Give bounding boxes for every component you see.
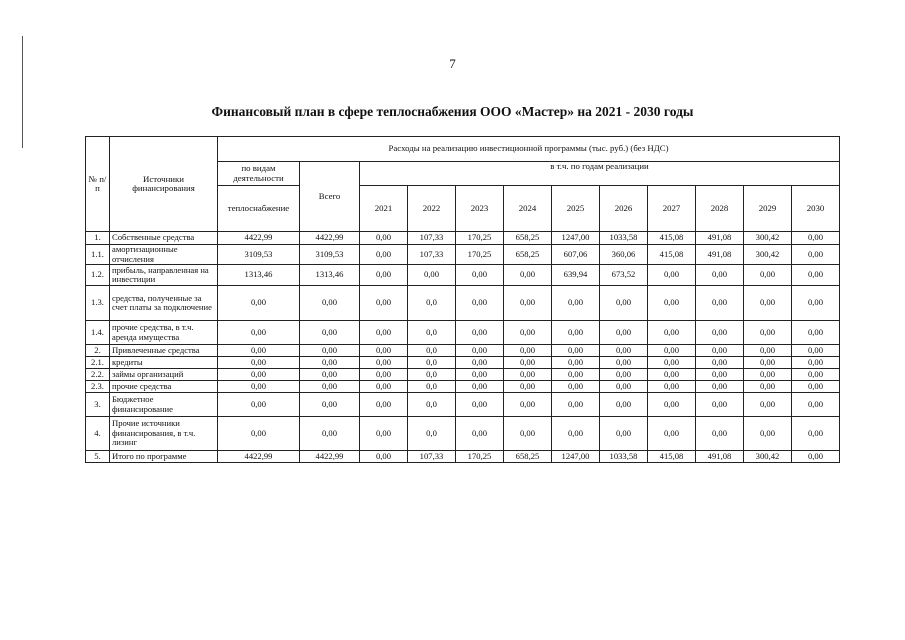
row-year-value: 0,00 xyxy=(792,232,840,245)
table-row xyxy=(86,286,840,321)
row-year-value: 0,00 xyxy=(792,345,840,357)
row-year-value: 0,00 xyxy=(744,417,792,451)
row-year-value: 0,00 xyxy=(648,393,696,417)
row-number: 4. xyxy=(86,417,110,451)
row-total: 1313,46 xyxy=(300,265,360,286)
row-year-value: 415,08 xyxy=(648,245,696,265)
row-total: 0,00 xyxy=(300,369,360,381)
row-year-value: 607,06 xyxy=(552,245,600,265)
row-year-value: 107,33 xyxy=(408,232,456,245)
row-year-value: 0,00 xyxy=(504,286,552,321)
header-num: № п/п xyxy=(86,137,110,232)
row-year-value: 300,42 xyxy=(744,232,792,245)
row-year-value: 0,00 xyxy=(360,286,408,321)
row-number: 1.4. xyxy=(86,321,110,345)
row-year-value: 673,52 xyxy=(600,265,648,286)
row-year-value: 0,00 xyxy=(552,321,600,345)
row-year-value: 0,00 xyxy=(360,245,408,265)
row-year-value: 0,0 xyxy=(408,393,456,417)
row-year-value: 658,25 xyxy=(504,245,552,265)
row-year-value: 0,00 xyxy=(792,381,840,393)
row-year-value: 0,00 xyxy=(456,265,504,286)
row-year-value: 0,00 xyxy=(792,393,840,417)
table-row xyxy=(86,345,840,357)
row-year-value: 0,00 xyxy=(504,369,552,381)
row-total: 0,00 xyxy=(300,381,360,393)
row-year-value: 0,00 xyxy=(456,369,504,381)
row-year-value: 0,00 xyxy=(648,286,696,321)
row-total: 0,00 xyxy=(300,417,360,451)
header-year: 2022 xyxy=(408,186,456,232)
row-year-value: 0,00 xyxy=(648,321,696,345)
table-row xyxy=(86,321,840,345)
row-year-value: 107,33 xyxy=(408,245,456,265)
row-year-value: 0,00 xyxy=(552,393,600,417)
table-row xyxy=(86,417,840,451)
row-year-value: 0,00 xyxy=(792,369,840,381)
row-year-value: 0,00 xyxy=(456,381,504,393)
row-heat-supply: 0,00 xyxy=(218,417,300,451)
table-row xyxy=(86,369,840,381)
row-year-value: 360,06 xyxy=(600,245,648,265)
table-row xyxy=(86,393,840,417)
row-source: прочие средства, в т.ч. аренда имущества xyxy=(110,321,218,345)
row-year-value: 0,00 xyxy=(792,265,840,286)
row-year-value: 0,00 xyxy=(504,417,552,451)
row-year-value: 491,08 xyxy=(696,232,744,245)
row-year-value: 639,94 xyxy=(552,265,600,286)
row-total: 4422,99 xyxy=(300,232,360,245)
row-year-value: 1247,00 xyxy=(552,232,600,245)
row-year-value: 0,00 xyxy=(696,321,744,345)
table-row xyxy=(86,232,840,245)
row-year-value: 0,00 xyxy=(792,321,840,345)
row-year-value: 0,00 xyxy=(600,286,648,321)
row-year-value: 0,00 xyxy=(792,417,840,451)
row-year-value: 0,00 xyxy=(744,321,792,345)
row-year-value: 0,00 xyxy=(552,417,600,451)
row-heat-supply: 0,00 xyxy=(218,369,300,381)
row-year-value: 415,08 xyxy=(648,232,696,245)
header-year: 2023 xyxy=(456,186,504,232)
row-year-value: 0,00 xyxy=(696,286,744,321)
row-total: 0,00 xyxy=(300,345,360,357)
row-total: 0,00 xyxy=(300,393,360,417)
row-year-value: 0,0 xyxy=(408,357,456,369)
row-year-value: 0,00 xyxy=(456,357,504,369)
row-year-value: 0,00 xyxy=(744,265,792,286)
row-source: амортизационные отчисления xyxy=(110,245,218,265)
row-year-value: 0,00 xyxy=(360,265,408,286)
row-year-value: 0,00 xyxy=(744,357,792,369)
table-row xyxy=(86,245,840,265)
header-source: Источники финансирования xyxy=(110,137,218,232)
row-year-value: 0,00 xyxy=(696,357,744,369)
row-number: 1.2. xyxy=(86,265,110,286)
row-year-value: 0,00 xyxy=(648,369,696,381)
row-year-value: 0,00 xyxy=(552,357,600,369)
row-source: Собственные средства xyxy=(110,232,218,245)
row-year-value: 0,00 xyxy=(360,232,408,245)
row-year-value: 0,00 xyxy=(504,393,552,417)
row-year-value: 107,33 xyxy=(408,451,456,463)
row-year-value: 0,00 xyxy=(504,321,552,345)
row-year-value: 0,00 xyxy=(744,345,792,357)
row-heat-supply: 0,00 xyxy=(218,286,300,321)
row-heat-supply: 1313,46 xyxy=(218,265,300,286)
row-total: 4422,99 xyxy=(300,451,360,463)
row-year-value: 0,00 xyxy=(600,321,648,345)
row-year-value: 0,00 xyxy=(648,417,696,451)
row-year-value: 0,00 xyxy=(360,381,408,393)
row-source: прочие средства xyxy=(110,381,218,393)
header-year: 2025 xyxy=(552,186,600,232)
row-source: средства, полученные за счет платы за подключение xyxy=(110,286,218,321)
row-year-value: 0,00 xyxy=(552,369,600,381)
row-year-value: 0,00 xyxy=(360,321,408,345)
row-year-value: 0,00 xyxy=(696,345,744,357)
row-year-value: 658,25 xyxy=(504,451,552,463)
header-year: 2030 xyxy=(792,186,840,232)
row-year-value: 0,00 xyxy=(792,245,840,265)
row-year-value: 0,0 xyxy=(408,417,456,451)
header-year: 2021 xyxy=(360,186,408,232)
table-row xyxy=(86,357,840,369)
row-year-value: 0,00 xyxy=(360,393,408,417)
row-heat-supply: 0,00 xyxy=(218,393,300,417)
row-year-value: 0,00 xyxy=(504,345,552,357)
row-source: Привлеченные средства xyxy=(110,345,218,357)
row-year-value: 0,00 xyxy=(744,369,792,381)
row-total: 0,00 xyxy=(300,357,360,369)
row-heat-supply: 0,00 xyxy=(218,321,300,345)
table-row xyxy=(86,265,840,286)
row-year-value: 0,00 xyxy=(600,345,648,357)
row-heat-supply: 0,00 xyxy=(218,357,300,369)
row-year-value: 1033,58 xyxy=(600,232,648,245)
row-year-value: 1033,58 xyxy=(600,451,648,463)
row-year-value: 415,08 xyxy=(648,451,696,463)
header-expenses: Расходы на реализацию инвестиционной программы (тыс. руб.) (без НДС) xyxy=(218,137,840,162)
row-source: Итого по программе xyxy=(110,451,218,463)
row-heat-supply: 0,00 xyxy=(218,381,300,393)
row-number: 2.2. xyxy=(86,369,110,381)
row-year-value: 0,00 xyxy=(552,381,600,393)
row-year-value: 0,00 xyxy=(696,393,744,417)
header-year: 2028 xyxy=(696,186,744,232)
row-year-value: 0,0 xyxy=(408,286,456,321)
row-source: прибыль, направленная на инвестиции xyxy=(110,265,218,286)
row-number: 1.3. xyxy=(86,286,110,321)
header-year: 2026 xyxy=(600,186,648,232)
header-year: 2029 xyxy=(744,186,792,232)
row-year-value: 300,42 xyxy=(744,245,792,265)
row-year-value: 0,00 xyxy=(744,381,792,393)
row-year-value: 0,00 xyxy=(600,417,648,451)
header-year: 2027 xyxy=(648,186,696,232)
row-heat-supply: 0,00 xyxy=(218,345,300,357)
row-year-value: 0,00 xyxy=(360,417,408,451)
row-year-value: 0,00 xyxy=(456,393,504,417)
row-year-value: 170,25 xyxy=(456,451,504,463)
row-number: 2.1. xyxy=(86,357,110,369)
row-year-value: 0,00 xyxy=(792,451,840,463)
row-heat-supply: 4422,99 xyxy=(218,232,300,245)
row-year-value: 0,00 xyxy=(696,369,744,381)
row-year-value: 0,00 xyxy=(456,417,504,451)
row-year-value: 1247,00 xyxy=(552,451,600,463)
row-year-value: 0,00 xyxy=(552,345,600,357)
row-source: Бюджетное финансирование xyxy=(110,393,218,417)
row-year-value: 0,00 xyxy=(600,369,648,381)
row-total: 3109,53 xyxy=(300,245,360,265)
row-year-value: 0,00 xyxy=(504,265,552,286)
row-total: 0,00 xyxy=(300,321,360,345)
row-heat-supply: 4422,99 xyxy=(218,451,300,463)
header-heat-supply: теплоснабжение xyxy=(218,186,300,232)
row-year-value: 0,00 xyxy=(648,357,696,369)
row-number: 1. xyxy=(86,232,110,245)
row-year-value: 0,00 xyxy=(552,286,600,321)
row-year-value: 0,00 xyxy=(360,369,408,381)
row-year-value: 0,00 xyxy=(600,393,648,417)
row-year-value: 300,42 xyxy=(744,451,792,463)
row-number: 2. xyxy=(86,345,110,357)
header-total: Всего xyxy=(300,162,360,232)
row-year-value: 491,08 xyxy=(696,451,744,463)
margin-line xyxy=(22,36,23,148)
row-source: Прочие источники финансирования, в т.ч. лизинг xyxy=(110,417,218,451)
header-by-activity: по видам деятельности xyxy=(218,162,300,186)
table-row xyxy=(86,381,840,393)
row-year-value: 0,00 xyxy=(456,345,504,357)
row-year-value: 658,25 xyxy=(504,232,552,245)
row-source: займы организаций xyxy=(110,369,218,381)
document-title: Финансовый план в сфере теплоснабжения ООО «Мастер» на 2021 - 2030 годы xyxy=(211,104,694,119)
row-number: 2.3. xyxy=(86,381,110,393)
row-year-value: 0,00 xyxy=(456,321,504,345)
row-year-value: 0,00 xyxy=(456,286,504,321)
row-year-value: 0,00 xyxy=(648,265,696,286)
row-number: 5. xyxy=(86,451,110,463)
row-year-value: 0,00 xyxy=(696,381,744,393)
row-number: 1.1. xyxy=(86,245,110,265)
row-year-value: 0,00 xyxy=(600,357,648,369)
financial-plan-table xyxy=(85,136,840,463)
row-year-value: 0,0 xyxy=(408,381,456,393)
row-year-value: 0,00 xyxy=(792,286,840,321)
header-year: 2024 xyxy=(504,186,552,232)
row-year-value: 0,00 xyxy=(792,357,840,369)
row-year-value: 0,00 xyxy=(744,286,792,321)
row-year-value: 0,00 xyxy=(504,357,552,369)
row-year-value: 0,00 xyxy=(696,265,744,286)
row-year-value: 0,00 xyxy=(696,417,744,451)
row-year-value: 170,25 xyxy=(456,232,504,245)
row-year-value: 0,00 xyxy=(504,381,552,393)
row-year-value: 0,00 xyxy=(360,451,408,463)
row-year-value: 170,25 xyxy=(456,245,504,265)
row-year-value: 0,00 xyxy=(744,393,792,417)
row-number: 3. xyxy=(86,393,110,417)
header-by-years: в т.ч. по годам реализации xyxy=(360,162,840,186)
row-total: 0,00 xyxy=(300,286,360,321)
row-heat-supply: 3109,53 xyxy=(218,245,300,265)
row-year-value: 0,0 xyxy=(408,369,456,381)
table-row xyxy=(86,451,840,463)
row-year-value: 0,0 xyxy=(408,345,456,357)
row-year-value: 0,00 xyxy=(360,357,408,369)
row-year-value: 0,00 xyxy=(408,265,456,286)
row-year-value: 0,00 xyxy=(360,345,408,357)
row-year-value: 0,0 xyxy=(408,321,456,345)
row-year-value: 0,00 xyxy=(648,345,696,357)
row-source: кредиты xyxy=(110,357,218,369)
row-year-value: 0,00 xyxy=(648,381,696,393)
page-number: 7 xyxy=(449,56,456,71)
row-year-value: 491,08 xyxy=(696,245,744,265)
row-year-value: 0,00 xyxy=(600,381,648,393)
